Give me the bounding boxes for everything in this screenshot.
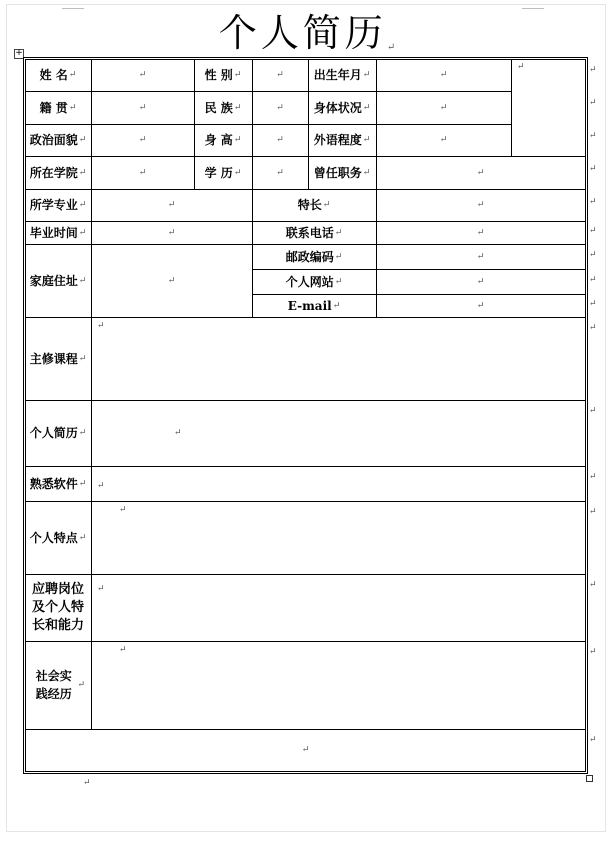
label-native-place: 籍 贯 ↵ (39, 100, 77, 115)
row-end-mark: ↵ (589, 735, 597, 745)
table-resize-handle-icon[interactable] (586, 775, 593, 782)
row-end-mark: ↵ (589, 299, 597, 309)
label-gender: 性 别 ↵ (204, 68, 242, 82)
row-end-mark: ↵ (589, 226, 597, 236)
bottom-note-input[interactable]: ↵ (301, 745, 310, 755)
ethnic-input[interactable]: ↵ (276, 102, 284, 113)
height-input[interactable]: ↵ (276, 135, 284, 145)
language-input[interactable]: ↵ (439, 135, 448, 145)
position-input[interactable]: ↵ (476, 167, 485, 178)
label-ethnic: 民 族 ↵ (204, 100, 242, 115)
row-end-mark: ↵ (589, 131, 597, 141)
graduation-input[interactable]: ↵ (167, 227, 176, 238)
major-input[interactable]: ↵ (167, 200, 176, 210)
label-major: 所学专业 ↵ (29, 198, 87, 212)
resume-input[interactable]: ↵ (174, 428, 182, 438)
health-input[interactable]: ↵ (439, 102, 448, 113)
label-birth: 出生年月 ↵ (313, 68, 371, 82)
courses-input[interactable]: ↵ (97, 321, 105, 331)
specialty-input[interactable]: ↵ (476, 200, 485, 210)
table-move-handle-icon[interactable]: + (15, 48, 23, 58)
label-apply: 应聘岗位及个人特长和能力 (31, 581, 84, 633)
row-end-mark: ↵ (589, 98, 597, 108)
label-health: 身体状况 ↵ (313, 100, 371, 115)
row-end-mark: ↵ (589, 197, 597, 207)
row-end-mark: ↵ (589, 406, 597, 416)
birth-input[interactable]: ↵ (439, 70, 448, 80)
row-end-mark: ↵ (589, 275, 597, 285)
label-language: 外语程度 ↵ (313, 133, 371, 147)
native-place-input[interactable]: ↵ (138, 102, 147, 113)
label-phone: 联系电话 ↵ (285, 225, 343, 240)
website-input[interactable]: ↵ (476, 276, 485, 287)
row-end-mark: ↵ (589, 580, 597, 590)
row-end-mark: ↵ (589, 472, 597, 482)
gender-input[interactable]: ↵ (276, 70, 284, 80)
row-end-mark: ↵ (589, 250, 597, 260)
label-specialty: 特长 ↵ (297, 198, 331, 212)
trailing-paragraph-mark[interactable]: ↵ (83, 778, 91, 788)
label-graduation: 毕业时间 ↵ (29, 225, 87, 240)
software-input[interactable]: ↵ (97, 481, 105, 491)
label-name: 姓 名 ↵ (39, 68, 77, 82)
label-political: 政治面貌 ↵ (29, 133, 87, 147)
resume-title-text: 个人简历 (218, 11, 387, 55)
label-height: 身 高 ↵ (204, 133, 242, 147)
label-position: 曾任职务 ↵ (313, 165, 371, 180)
postcode-input[interactable]: ↵ (476, 251, 485, 262)
label-college: 所在学院 ↵ (29, 165, 87, 180)
label-address: 家庭住址 ↵ (29, 273, 87, 288)
email-input[interactable]: ↵ (476, 300, 485, 311)
row-end-mark: ↵ (589, 507, 597, 517)
college-input[interactable]: ↵ (138, 167, 147, 178)
education-input[interactable]: ↵ (276, 167, 284, 178)
row-end-mark: ↵ (589, 164, 597, 174)
label-practice: 社会实践经历 ↵ (35, 669, 85, 701)
label-education: 学 历 ↵ (204, 165, 242, 180)
label-resume: 个人简历 ↵ (29, 426, 87, 440)
traits-input[interactable]: ↵ (119, 505, 127, 515)
row-end-mark: ↵ (589, 65, 597, 75)
label-postcode: 邮政编码 ↵ (285, 249, 343, 264)
political-input[interactable]: ↵ (138, 135, 147, 145)
apply-input[interactable]: ↵ (97, 584, 105, 594)
address-input[interactable]: ↵ (167, 275, 176, 286)
phone-input[interactable]: ↵ (476, 227, 485, 238)
label-website: 个人网站 ↵ (285, 274, 343, 289)
row-end-mark: ↵ (589, 647, 597, 657)
label-software: 熟悉软件 ↵ (29, 476, 87, 491)
paragraph-mark: ↵ (386, 42, 396, 53)
name-input[interactable]: ↵ (138, 70, 147, 80)
label-email: E-mail ↵ (287, 298, 341, 313)
practice-input[interactable]: ↵ (119, 645, 127, 655)
photo-area[interactable]: ↵ (517, 62, 525, 72)
label-traits: 个人特点 ↵ (29, 530, 87, 545)
row-end-mark: ↵ (589, 323, 597, 333)
label-courses: 主修课程 ↵ (29, 351, 87, 366)
